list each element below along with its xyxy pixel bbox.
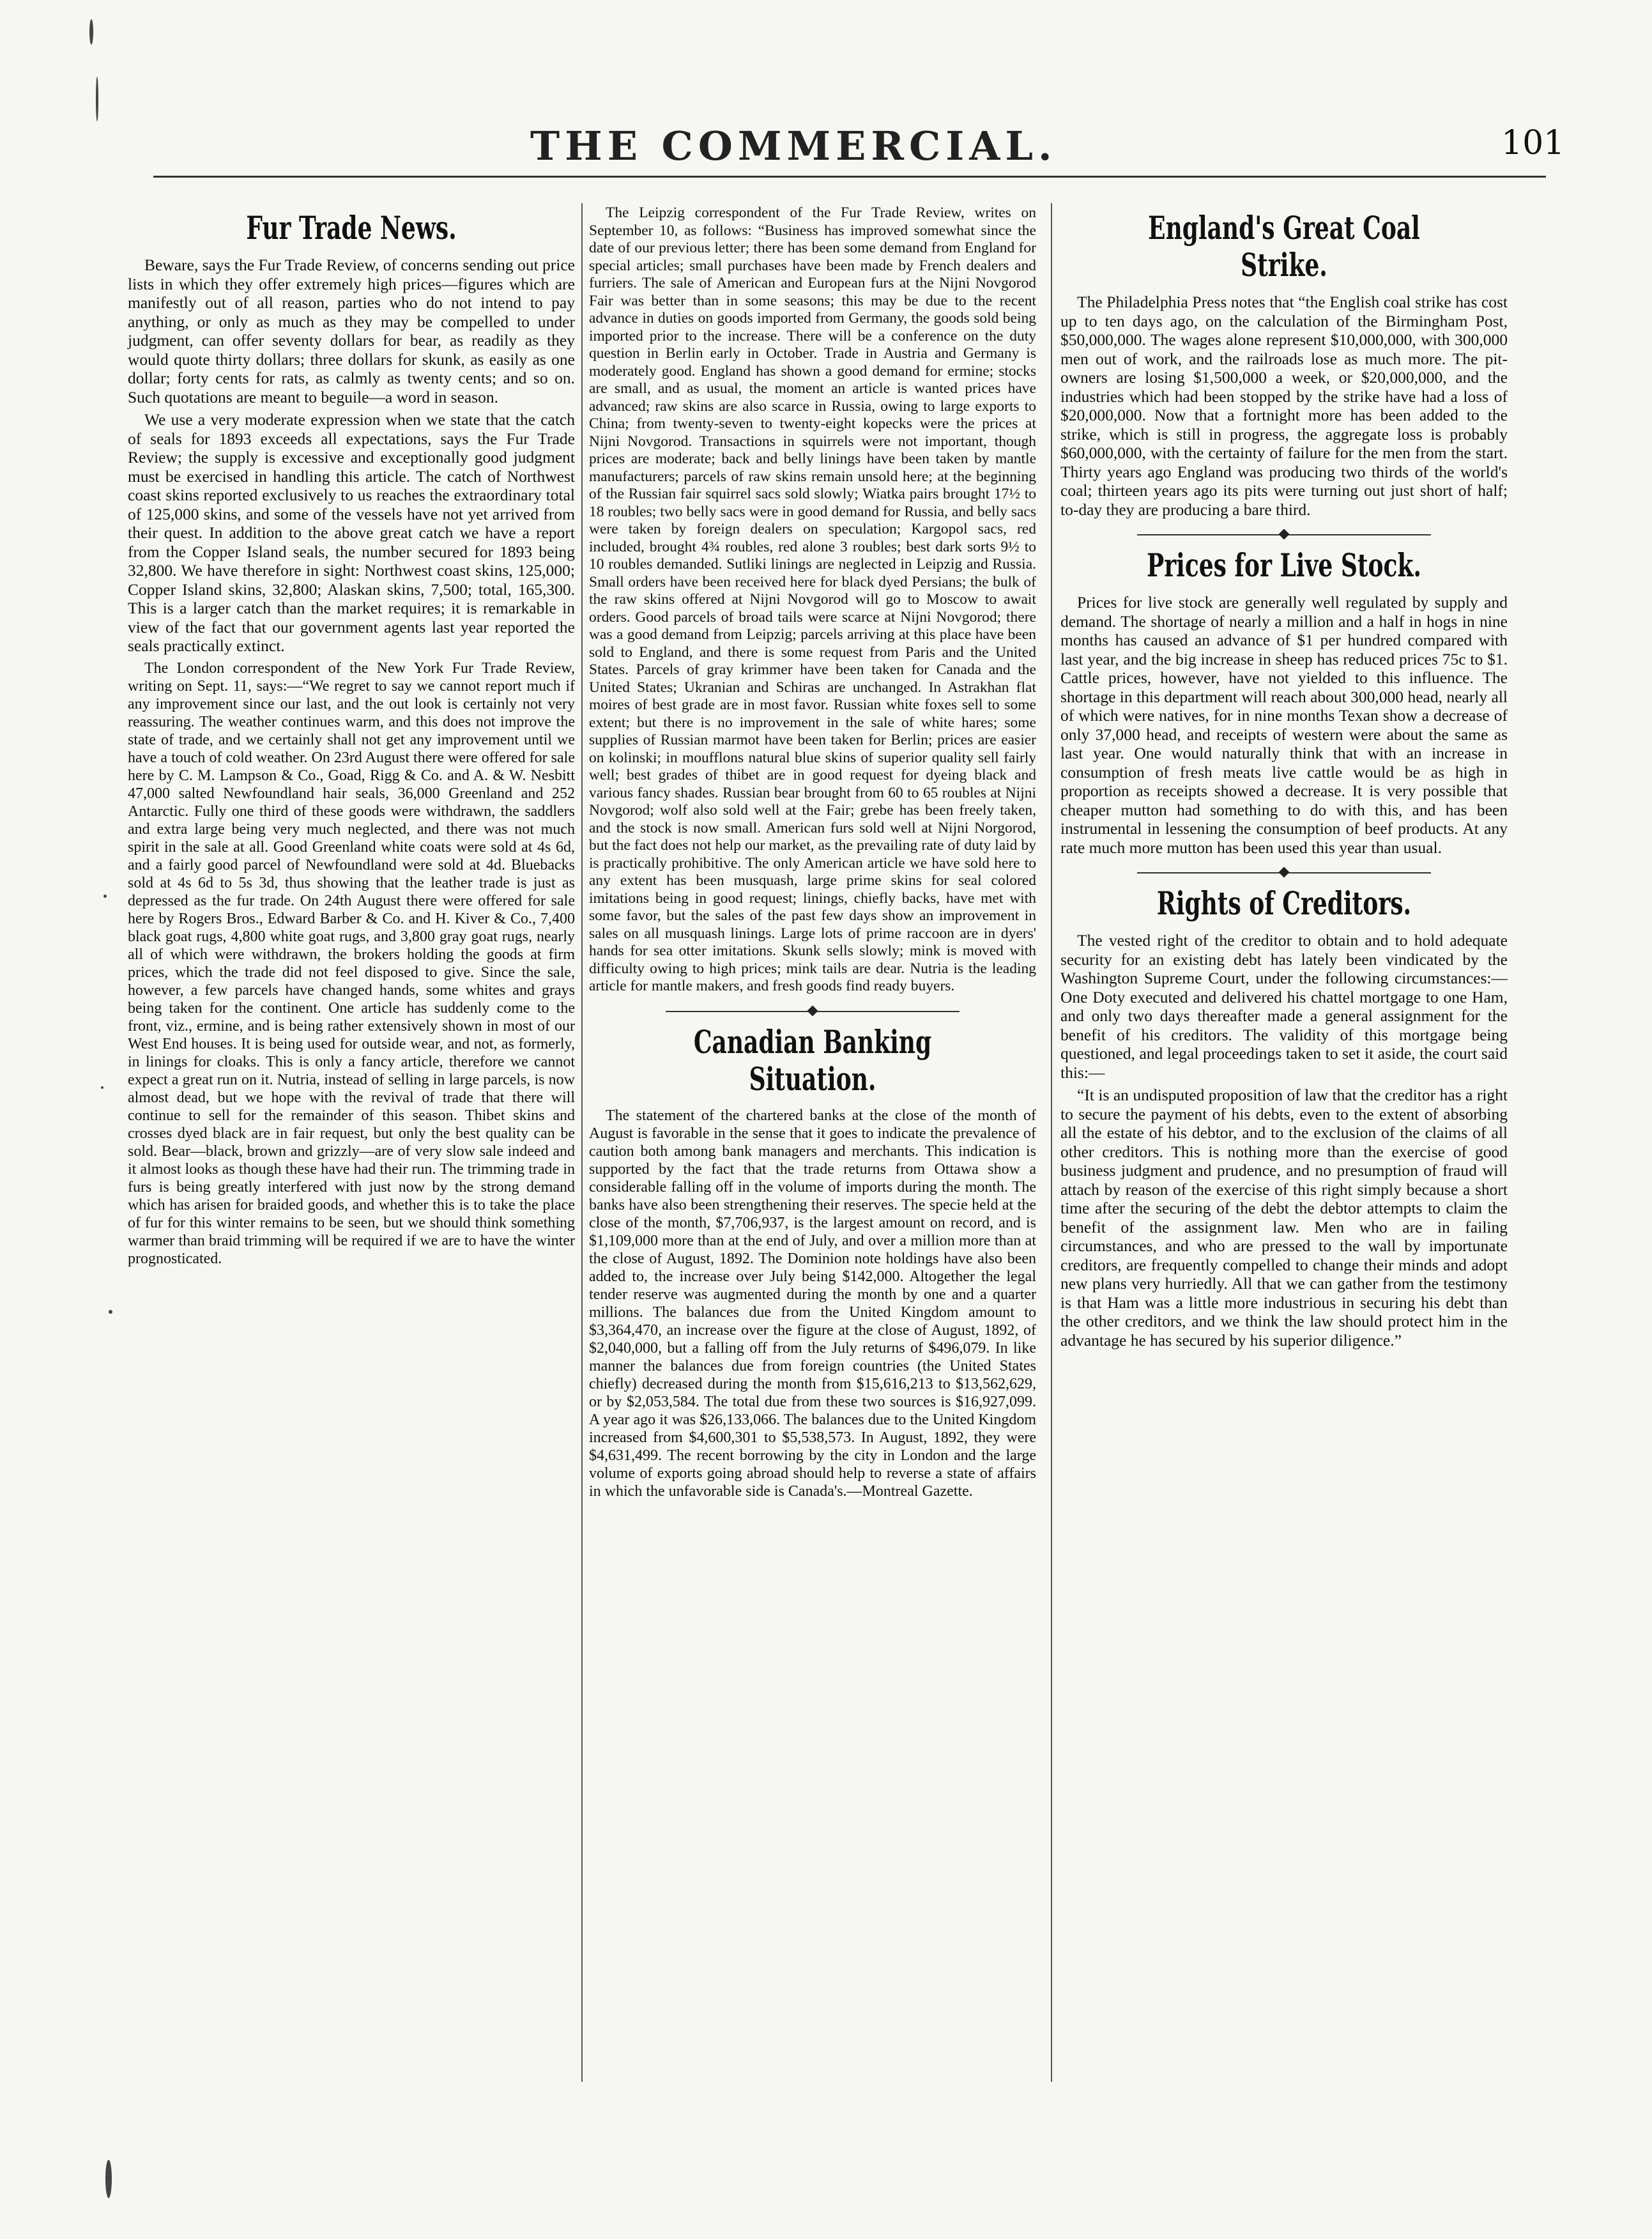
paragraph: The vested right of the creditor to obtain and to hold adequate security for an existing debt has lately been vindicated by the Washington Supreme Court, under the following circumstances:—One Doty executed and delivered his chattel mortgage to one Ham, and only two days thereafter made a general assignment for the benefit of his creditors. The validity of this mortgage being questioned, and legal proceedings taken to set it aside, the court said this:— xyxy=(1060,931,1508,1082)
article-canadian-banking xyxy=(589,1024,1036,1500)
section-divider xyxy=(1060,868,1508,877)
headline: Rights of Creditors. xyxy=(1156,884,1412,922)
section-divider xyxy=(589,1007,1036,1016)
masthead xyxy=(0,115,1652,173)
headline: Canadian Banking Situation. xyxy=(693,1022,932,1098)
column-rule xyxy=(581,203,583,2082)
column-1 xyxy=(128,204,575,1277)
publication-title: THE COMMERCIAL. xyxy=(530,123,1057,169)
section-divider xyxy=(1060,530,1508,539)
page-number: 101 xyxy=(1501,124,1565,162)
headline: Fur Trade News. xyxy=(246,209,457,247)
article-fur-trade-continued xyxy=(589,204,1036,996)
paragraph: “It is an undisputed proposition of law that the creditor has a right to secure the payment of his debts, even to the extent of absorbing all the estate of his debtor, and to the exclusion of the claims of all other creditors. This is nothing more than the exercise of good business judgment and prudence, and no presumption of fraud will attach by reason of the exercise of this right simply because a short time after the securing of the debt the debtor attempts to claim the benefit of the assignment law. Men who are in failing circumstances, and who are pressed to the wall by importunate creditors, are frequently compelled to change their minds and adopt new plans very hurriedly. All that we can gather from the testimony is that Ham was a little more industrious in securing his debt than the other creditors, and we think the law should protect him in the advantage he has secured by his superior diligence.” xyxy=(1060,1086,1508,1350)
paragraph: The statement of the chartered banks at the close of the month of August is favorable in the sense that it goes to indicate the prevalence of caution both among bank managers and merchants. This indication is supported by the fact that the trade returns from Ottawa show a considerable falling off in the volume of imports during the month. The banks have also been strengthening their reserves. The specie held at the close of the month, $7,706,937, is the largest amount on record, and is $1,109,000 more than at the end of July, and over a million more than at the close of August, 1892. The Dominion note holdings have also been added to, the increase over July being $142,000. Altogether the legal tender reserve was augmented during the month by one and a quarter millions. The balances due from the United Kingdom amount to $3,364,470, an increase over the figure at the close of August, 1892, of $2,040,000, but a falling off from the July returns of $496,079. In like manner the balances due from foreign countries (the United States chiefly) decreased during the month from $15,616,213 to $13,562,629, or by $2,053,584. The total due from these two sources is $16,927,099. A year ago it was $26,133,066. The balances due to the United Kingdom increased from $4,600,301 to $5,538,573. In August, 1892, they were $4,631,499. The recent borrowing by the city in London and the large volume of exports going abroad should help to reverse a state of affairs in which the unfavorable side is Canada's.—Montreal Gazette. xyxy=(589,1107,1036,1500)
article-coal-strike xyxy=(1060,210,1508,519)
paragraph: Prices for live stock are generally well regulated by supply and demand. The shortage of nearly a million and a half in hogs in nine months has caused an advance of $1 per hundred compared with last year, and the big increase in sheep has reduced prices 75c to $1. Cattle prices, however, have not yielded to this influence. The shortage in this department will reach about 300,000 head, nearly all of which were natives, for in nine months Texan show a decrease of only 37,000 head, and receipts of western were about the same as last year. One would naturally think that with an increase in consumption of fresh meats live cattle would be as high in proportion as receipts showed a decrease. It is very possible that cheaper mutton had something to do with this, and has been instrumental in lessening the consumption of beef products. At any rate much more mutton has been used this year than usual. xyxy=(1060,593,1508,857)
column-rule xyxy=(1051,203,1052,2082)
masthead-rule xyxy=(153,176,1546,178)
paragraph: Beware, says the Fur Trade Review, of concerns sending out price lists in which they offer extremely high prices—figures which are manifestly out of all reason, parties who do not intend to pay anything, or only as much as they may be compelled to under judgment, can offer seventy dollars for bear, as readily as they would quote thirty dollars; three dollars for skunk, as easily as one dollar; forty cents for rats, as calmly as twenty cents; and so on. Such quotations are meant to beguile—a word in season. xyxy=(128,256,575,406)
article-fur-trade xyxy=(128,210,575,1268)
headline: England's Great Coal Strike. xyxy=(1148,209,1420,284)
paragraph: The Philadelphia Press notes that “the English coal strike has cost up to ten days ago, on the calculation of the Birmingham Post, $50,000,000. The wages alone represent $10,000,000, with 300,000 men out of work, and the railroads lose as much more. The pit-owners are losing $1,500,000 a week, or $20,000,000, and the industries which had been stopped by the strike have had a loss of $20,000,000. Now that a fortnight more has been added to the strike, which is still in progress, the aggregate loss is probably $60,000,000, with the certainty of failure for the men from the start. Thirty years ago England was producing two thirds of the world's coal; thirteen years ago its pits were turning out just short of half; to-day they are producing a bare third. xyxy=(1060,293,1508,519)
paragraph: We use a very moderate expression when we state that the catch of seals for 1893 exceeds all expectations, says the Fur Trade Review; the supply is excessive and exceptionally good judgment must be exercised in handling this article. The catch of Northwest coast skins reported exclusively to us reaches the extraordinary total of 125,000 skins, and some of the vessels have not yet arrived from their quest. In addition to the above great catch we have a report from the Copper Island seals, the number secured for 1893 being 32,800. We have therefore in sight: Northwest coast skins, 125,000; Copper Island skins, 32,800; Alaskan skins, 7,500; total, 165,300. This is a larger catch than the market requires; it is remarkable in view of the fact that our government agents last year reported the seals practically extinct. xyxy=(128,410,575,655)
headline: Prices for Live Stock. xyxy=(1147,546,1421,584)
article-live-stock xyxy=(1060,547,1508,857)
article-creditors xyxy=(1060,885,1508,1350)
column-3 xyxy=(1060,204,1508,1358)
margin-specks xyxy=(0,0,115,2239)
paragraph: The Leipzig correspondent of the Fur Trade Review, writes on September 10, as follows: “Business has improved somewhat since the date of our previous letter; there has been some demand from England for special articles; small purchases have been made by French dealers and furriers. The sale of American and European furs at the Nijni Novgorod Fair was better than in some seasons; this may be due to the recent advance in duties on goods imported from Germany, the goods sold being imported prior to the increase. There will be a conference on the duty question in Berlin early in October. Trade in Austria and Germany is moderately good. England has shown a good demand for ermine; stocks are small, and as usual, the moment an article is wanted prices have advanced; raw skins are also scarce in Russia, owing to large exports to China; from twenty-seven to twenty-eight kopecks were the prices at Nijni Novgorod. Transactions in squirrels were not important, though prices are moderate; back and belly linings have been taken by mantle manufacturers; parcels of raw skins remain unsold here; at the beginning of the Russian fair squirrel sacs sold slowly; Wiatka pairs brought 17½ to 18 roubles; two belly sacs were in good demand for Russia, and belly sacs were taken by foreign dealers on speculation; Kargopol sacs, red included, brought 4¾ roubles, red alone 3 roubles; best dark sorts 9½ to 10 roubles demanded. Sutliki linings are neglected in Leipzig and Russia. Small orders have been received here for black dyed Persians; the bulk of the raw skins offered at Nijni Novgorod will go to Moscow to await orders. Good parcels of broad tails were scarce at Nijni Novgorod; there was a good demand from Leipzig; parcels arriving at this place have been sold to England, and there is some request from Paris and the United States. Parcels of gray krimmer have been taken for Canada and the United States; Ukranian and Schiras are unchanged. In Astrakhan flat moires of best grade are in most favor. Russian white foxes sell to some extent; but there is no improvement in the sale of white hares; some supplies of Russian marmot have been taken for Berlin; prices are easier on kolinski; in moufflons natural blue skins of superior quality sell fairly well; best grades of thibet are in good request for dyeing black and various fancy shades. Russian bear brought from 60 to 65 roubles at Nijni Novgorod; wolf also sold well at the Fair; grebe has been freely taken, and the stock is now small. American furs sold well at Nijni Norgorod, but the fact does not help our market, as the prevailing rate of duty laid by is practically prohibitive. The only American article we have sold here to any extent has been musquash, large prime skins for seal colored imitations being in good request; linings, chiefly backs, have met with some favor, but the sales of the past few days show an improvement in sales on all musquash linings. Large lots of prime raccoon are in dyers' hands for sea otter imitations. Skunk sells slowly; mink is moved with difficulty owing to high prices; mink tails are dear. Nutria is the leading article for mantle makers, and fresh goods find ready buyers. xyxy=(589,204,1036,994)
paragraph: The London correspondent of the New York Fur Trade Review, writing on Sept. 11, says:—“We regret to say we cannot report much if any improvement since our last, and the out look is certainly not very reassuring. The weather continues warm, and this does not improve the state of trade, and we certainly shall not get any improvement until we have a touch of cold weather. On 23rd August there were offered for sale here by C. M. Lampson & Co., Goad, Rigg & Co. and A. & W. Nesbitt 47,000 salted Newfoundland hair seals, 36,000 Greenland and 252 Antarctic. Fully one third of these goods were withdrawn, the saddlers and extra large being very much neglected, and there was not much spirit in the sale at all. Good Greenland white coats were sold at 4s 6d, and a fairly good parcel of Newfoundland were sold at 4d. Bluebacks sold at 4s 6d to 5s 3d, thus showing that the leather trade is just as depressed as the fur trade. On 24th August there were offered for sale here by Rogers Bros., Edward Barber & Co. and H. Kiver & Co., 7,400 black goat rugs, 4,800 white goat rugs, and 3,800 gray goat rugs, nearly all of which were withdrawn, the brokers holding the goods at firm prices, which the trade did not feel disposed to give. Since the sale, however, a few parcels have changed hands, some whites and grays being taken for the continent. One article has suddenly come to the front, viz., ermine, and is being rather extensively shown in most of our West End houses. It is being used for outside wear, and not, as formerly, in linings for cloaks. This is only a fancy article, therefore we cannot expect a great run on it. Nutria, instead of selling in large parcels, is now almost dead, but we hope with the revival of trade that there will continue to sell for the remainder of this season. Thibet skins and crosses dyed black are in fair request, but only the best quality can be sold. Bear—black, brown and grizzly—are of very slow sale indeed and it almost looks as though these have had their run. The trimming trade in furs is being greatly interfered with just now by the strong demand which has arisen for braided goods, and whether this is to take the place of fur for this winter remains to be seen, but we should think something warmer than braid trimming will be required if we are to have the winter prognosticated. xyxy=(128,659,575,1267)
column-2 xyxy=(589,204,1036,1509)
